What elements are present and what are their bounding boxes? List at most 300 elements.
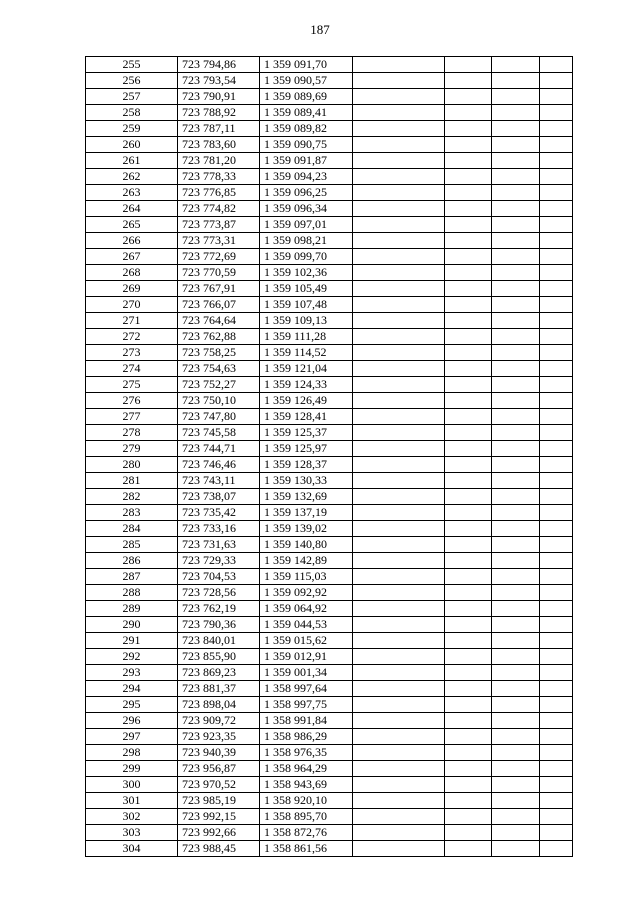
- coordinates-table: [85, 56, 573, 857]
- empty-cell: [492, 825, 540, 841]
- empty-cell: [445, 537, 492, 553]
- x-coordinate-cell: 723 992,15: [178, 809, 260, 825]
- empty-cell: [540, 281, 573, 297]
- x-coordinate-cell: 723 855,90: [178, 649, 260, 665]
- point-number-cell: 274: [86, 361, 178, 377]
- point-number-cell: 267: [86, 249, 178, 265]
- point-number-cell: 278: [86, 425, 178, 441]
- y-coordinate-cell: 1 359 139,02: [260, 521, 353, 537]
- empty-cell: [492, 473, 540, 489]
- x-coordinate-cell: 723 970,52: [178, 777, 260, 793]
- empty-cell: [445, 489, 492, 505]
- y-coordinate-cell: 1 359 105,49: [260, 281, 353, 297]
- empty-cell: [353, 361, 445, 377]
- table-row: [86, 409, 573, 425]
- table-row: [86, 521, 573, 537]
- y-coordinate-cell: 1 359 090,57: [260, 73, 353, 89]
- empty-cell: [540, 441, 573, 457]
- empty-cell: [445, 505, 492, 521]
- table-row: [86, 473, 573, 489]
- empty-cell: [353, 393, 445, 409]
- empty-cell: [492, 553, 540, 569]
- empty-cell: [353, 281, 445, 297]
- point-number-cell: 296: [86, 713, 178, 729]
- table-row: [86, 713, 573, 729]
- point-number-cell: 277: [86, 409, 178, 425]
- empty-cell: [353, 633, 445, 649]
- y-coordinate-cell: 1 359 091,70: [260, 57, 353, 73]
- empty-cell: [492, 201, 540, 217]
- table-row: [86, 729, 573, 745]
- point-number-cell: 295: [86, 697, 178, 713]
- empty-cell: [445, 201, 492, 217]
- empty-cell: [445, 249, 492, 265]
- empty-cell: [492, 361, 540, 377]
- point-number-cell: 288: [86, 585, 178, 601]
- y-coordinate-cell: 1 359 096,34: [260, 201, 353, 217]
- table-row: [86, 345, 573, 361]
- point-number-cell: 292: [86, 649, 178, 665]
- empty-cell: [540, 729, 573, 745]
- empty-cell: [540, 249, 573, 265]
- x-coordinate-cell: 723 881,37: [178, 681, 260, 697]
- empty-cell: [445, 617, 492, 633]
- table-row: [86, 585, 573, 601]
- empty-cell: [492, 281, 540, 297]
- empty-cell: [492, 505, 540, 521]
- empty-cell: [445, 377, 492, 393]
- y-coordinate-cell: 1 359 142,89: [260, 553, 353, 569]
- empty-cell: [492, 585, 540, 601]
- empty-cell: [540, 633, 573, 649]
- y-coordinate-cell: 1 359 089,69: [260, 89, 353, 105]
- x-coordinate-cell: 723 790,36: [178, 617, 260, 633]
- table-row: [86, 553, 573, 569]
- x-coordinate-cell: 723 743,11: [178, 473, 260, 489]
- empty-cell: [540, 57, 573, 73]
- table-row: [86, 281, 573, 297]
- table-row: [86, 153, 573, 169]
- y-coordinate-cell: 1 358 872,76: [260, 825, 353, 841]
- y-coordinate-cell: 1 359 125,37: [260, 425, 353, 441]
- empty-cell: [353, 473, 445, 489]
- table-row: [86, 697, 573, 713]
- empty-cell: [445, 521, 492, 537]
- x-coordinate-cell: 723 773,87: [178, 217, 260, 233]
- table-row: [86, 505, 573, 521]
- empty-cell: [445, 441, 492, 457]
- empty-cell: [540, 489, 573, 505]
- empty-cell: [540, 89, 573, 105]
- point-number-cell: 261: [86, 153, 178, 169]
- empty-cell: [540, 169, 573, 185]
- empty-cell: [445, 153, 492, 169]
- table-row: [86, 377, 573, 393]
- empty-cell: [353, 777, 445, 793]
- x-coordinate-cell: 723 778,33: [178, 169, 260, 185]
- x-coordinate-cell: 723 750,10: [178, 393, 260, 409]
- empty-cell: [492, 617, 540, 633]
- empty-cell: [353, 681, 445, 697]
- empty-cell: [353, 505, 445, 521]
- point-number-cell: 284: [86, 521, 178, 537]
- empty-cell: [540, 825, 573, 841]
- empty-cell: [445, 569, 492, 585]
- empty-cell: [540, 233, 573, 249]
- empty-cell: [540, 137, 573, 153]
- empty-cell: [540, 745, 573, 761]
- x-coordinate-cell: 723 762,19: [178, 601, 260, 617]
- empty-cell: [492, 217, 540, 233]
- empty-cell: [353, 169, 445, 185]
- empty-cell: [540, 473, 573, 489]
- empty-cell: [492, 329, 540, 345]
- y-coordinate-cell: 1 359 121,04: [260, 361, 353, 377]
- empty-cell: [353, 825, 445, 841]
- point-number-cell: 259: [86, 121, 178, 137]
- empty-cell: [492, 153, 540, 169]
- x-coordinate-cell: 723 745,58: [178, 425, 260, 441]
- empty-cell: [492, 233, 540, 249]
- y-coordinate-cell: 1 359 140,80: [260, 537, 353, 553]
- point-number-cell: 299: [86, 761, 178, 777]
- table-row: [86, 489, 573, 505]
- empty-cell: [353, 569, 445, 585]
- point-number-cell: 276: [86, 393, 178, 409]
- empty-cell: [492, 409, 540, 425]
- empty-cell: [353, 121, 445, 137]
- y-coordinate-cell: 1 359 099,70: [260, 249, 353, 265]
- empty-cell: [492, 489, 540, 505]
- x-coordinate-cell: 723 898,04: [178, 697, 260, 713]
- x-coordinate-cell: 723 747,80: [178, 409, 260, 425]
- point-number-cell: 256: [86, 73, 178, 89]
- x-coordinate-cell: 723 762,88: [178, 329, 260, 345]
- empty-cell: [353, 553, 445, 569]
- empty-cell: [492, 729, 540, 745]
- point-number-cell: 297: [86, 729, 178, 745]
- empty-cell: [492, 377, 540, 393]
- empty-cell: [492, 185, 540, 201]
- empty-cell: [540, 457, 573, 473]
- empty-cell: [445, 57, 492, 73]
- table-row: [86, 457, 573, 473]
- x-coordinate-cell: 723 909,72: [178, 713, 260, 729]
- empty-cell: [492, 441, 540, 457]
- x-coordinate-cell: 723 956,87: [178, 761, 260, 777]
- empty-cell: [492, 569, 540, 585]
- empty-cell: [445, 601, 492, 617]
- y-coordinate-cell: 1 359 102,36: [260, 265, 353, 281]
- point-number-cell: 282: [86, 489, 178, 505]
- point-number-cell: 257: [86, 89, 178, 105]
- empty-cell: [492, 713, 540, 729]
- empty-cell: [540, 649, 573, 665]
- empty-cell: [540, 393, 573, 409]
- empty-cell: [445, 393, 492, 409]
- point-number-cell: 289: [86, 601, 178, 617]
- empty-cell: [353, 521, 445, 537]
- x-coordinate-cell: 723 790,91: [178, 89, 260, 105]
- y-coordinate-cell: 1 358 976,35: [260, 745, 353, 761]
- empty-cell: [445, 217, 492, 233]
- empty-cell: [492, 777, 540, 793]
- table-row: [86, 57, 573, 73]
- empty-cell: [353, 729, 445, 745]
- point-number-cell: 286: [86, 553, 178, 569]
- x-coordinate-cell: 723 773,31: [178, 233, 260, 249]
- empty-cell: [353, 665, 445, 681]
- empty-cell: [353, 425, 445, 441]
- table-row: [86, 633, 573, 649]
- point-number-cell: 265: [86, 217, 178, 233]
- empty-cell: [492, 457, 540, 473]
- empty-cell: [540, 537, 573, 553]
- empty-cell: [540, 505, 573, 521]
- empty-cell: [492, 697, 540, 713]
- empty-cell: [492, 345, 540, 361]
- table-row: [86, 425, 573, 441]
- empty-cell: [353, 617, 445, 633]
- empty-cell: [445, 585, 492, 601]
- x-coordinate-cell: 723 985,19: [178, 793, 260, 809]
- empty-cell: [353, 153, 445, 169]
- empty-cell: [492, 665, 540, 681]
- y-coordinate-cell: 1 359 092,92: [260, 585, 353, 601]
- point-number-cell: 279: [86, 441, 178, 457]
- table-row: [86, 665, 573, 681]
- x-coordinate-cell: 723 767,91: [178, 281, 260, 297]
- point-number-cell: 275: [86, 377, 178, 393]
- empty-cell: [492, 105, 540, 121]
- empty-cell: [445, 105, 492, 121]
- y-coordinate-cell: 1 358 997,75: [260, 697, 353, 713]
- empty-cell: [492, 521, 540, 537]
- empty-cell: [492, 649, 540, 665]
- table-row: [86, 121, 573, 137]
- y-coordinate-cell: 1 359 132,69: [260, 489, 353, 505]
- point-number-cell: 285: [86, 537, 178, 553]
- empty-cell: [492, 745, 540, 761]
- point-number-cell: 263: [86, 185, 178, 201]
- empty-cell: [492, 137, 540, 153]
- x-coordinate-cell: 723 735,42: [178, 505, 260, 521]
- empty-cell: [353, 649, 445, 665]
- point-number-cell: 303: [86, 825, 178, 841]
- point-number-cell: 266: [86, 233, 178, 249]
- empty-cell: [445, 697, 492, 713]
- empty-cell: [540, 297, 573, 313]
- empty-cell: [445, 297, 492, 313]
- point-number-cell: 302: [86, 809, 178, 825]
- table-row: [86, 73, 573, 89]
- empty-cell: [445, 681, 492, 697]
- table-row: [86, 825, 573, 841]
- empty-cell: [353, 137, 445, 153]
- empty-cell: [353, 697, 445, 713]
- empty-cell: [492, 313, 540, 329]
- x-coordinate-cell: 723 794,86: [178, 57, 260, 73]
- y-coordinate-cell: 1 359 128,37: [260, 457, 353, 473]
- table-row: [86, 265, 573, 281]
- empty-cell: [353, 809, 445, 825]
- y-coordinate-cell: 1 358 861,56: [260, 841, 353, 857]
- point-number-cell: 301: [86, 793, 178, 809]
- empty-cell: [540, 569, 573, 585]
- table-row: [86, 681, 573, 697]
- x-coordinate-cell: 723 788,92: [178, 105, 260, 121]
- y-coordinate-cell: 1 359 012,91: [260, 649, 353, 665]
- empty-cell: [445, 265, 492, 281]
- table-row: [86, 105, 573, 121]
- point-number-cell: 268: [86, 265, 178, 281]
- point-number-cell: 271: [86, 313, 178, 329]
- y-coordinate-cell: 1 358 920,10: [260, 793, 353, 809]
- empty-cell: [540, 665, 573, 681]
- table-row: [86, 793, 573, 809]
- empty-cell: [353, 585, 445, 601]
- empty-cell: [353, 73, 445, 89]
- table-row: [86, 329, 573, 345]
- empty-cell: [540, 809, 573, 825]
- empty-cell: [353, 233, 445, 249]
- empty-cell: [540, 73, 573, 89]
- empty-cell: [492, 841, 540, 857]
- empty-cell: [492, 265, 540, 281]
- point-number-cell: 298: [86, 745, 178, 761]
- empty-cell: [445, 329, 492, 345]
- table-row: [86, 761, 573, 777]
- x-coordinate-cell: 723 704,53: [178, 569, 260, 585]
- empty-cell: [353, 457, 445, 473]
- empty-cell: [540, 377, 573, 393]
- y-coordinate-cell: 1 359 130,33: [260, 473, 353, 489]
- empty-cell: [540, 121, 573, 137]
- table-row: [86, 393, 573, 409]
- x-coordinate-cell: 723 733,16: [178, 521, 260, 537]
- empty-cell: [540, 153, 573, 169]
- table-row: [86, 537, 573, 553]
- point-number-cell: 290: [86, 617, 178, 633]
- point-number-cell: 264: [86, 201, 178, 217]
- empty-cell: [445, 185, 492, 201]
- empty-cell: [540, 617, 573, 633]
- y-coordinate-cell: 1 359 090,75: [260, 137, 353, 153]
- table-row: [86, 137, 573, 153]
- x-coordinate-cell: 723 783,60: [178, 137, 260, 153]
- x-coordinate-cell: 723 793,54: [178, 73, 260, 89]
- table-row: [86, 313, 573, 329]
- y-coordinate-cell: 1 359 089,41: [260, 105, 353, 121]
- y-coordinate-cell: 1 359 097,01: [260, 217, 353, 233]
- empty-cell: [540, 329, 573, 345]
- point-number-cell: 258: [86, 105, 178, 121]
- empty-cell: [540, 713, 573, 729]
- x-coordinate-cell: 723 940,39: [178, 745, 260, 761]
- table-row: [86, 249, 573, 265]
- x-coordinate-cell: 723 923,35: [178, 729, 260, 745]
- table-row: [86, 169, 573, 185]
- empty-cell: [540, 841, 573, 857]
- point-number-cell: 260: [86, 137, 178, 153]
- table-row: [86, 777, 573, 793]
- empty-cell: [540, 185, 573, 201]
- y-coordinate-cell: 1 359 094,23: [260, 169, 353, 185]
- point-number-cell: 304: [86, 841, 178, 857]
- empty-cell: [540, 425, 573, 441]
- x-coordinate-cell: 723 738,07: [178, 489, 260, 505]
- x-coordinate-cell: 723 764,64: [178, 313, 260, 329]
- empty-cell: [540, 345, 573, 361]
- empty-cell: [540, 793, 573, 809]
- point-number-cell: 273: [86, 345, 178, 361]
- empty-cell: [445, 73, 492, 89]
- y-coordinate-cell: 1 359 015,62: [260, 633, 353, 649]
- table-row: [86, 185, 573, 201]
- table-row: [86, 601, 573, 617]
- y-coordinate-cell: 1 359 096,25: [260, 185, 353, 201]
- empty-cell: [353, 297, 445, 313]
- empty-cell: [492, 121, 540, 137]
- empty-cell: [445, 761, 492, 777]
- x-coordinate-cell: 723 776,85: [178, 185, 260, 201]
- empty-cell: [353, 313, 445, 329]
- x-coordinate-cell: 723 781,20: [178, 153, 260, 169]
- empty-cell: [540, 265, 573, 281]
- empty-cell: [353, 89, 445, 105]
- point-number-cell: 293: [86, 665, 178, 681]
- x-coordinate-cell: 723 744,71: [178, 441, 260, 457]
- x-coordinate-cell: 723 770,59: [178, 265, 260, 281]
- empty-cell: [540, 697, 573, 713]
- point-number-cell: 269: [86, 281, 178, 297]
- x-coordinate-cell: 723 746,46: [178, 457, 260, 473]
- empty-cell: [445, 713, 492, 729]
- x-coordinate-cell: 723 774,82: [178, 201, 260, 217]
- empty-cell: [353, 185, 445, 201]
- empty-cell: [540, 217, 573, 233]
- empty-cell: [353, 345, 445, 361]
- empty-cell: [445, 649, 492, 665]
- y-coordinate-cell: 1 359 091,87: [260, 153, 353, 169]
- empty-cell: [445, 313, 492, 329]
- empty-cell: [540, 521, 573, 537]
- empty-cell: [445, 281, 492, 297]
- empty-cell: [445, 233, 492, 249]
- empty-cell: [353, 409, 445, 425]
- y-coordinate-cell: 1 359 111,28: [260, 329, 353, 345]
- empty-cell: [492, 793, 540, 809]
- x-coordinate-cell: 723 752,27: [178, 377, 260, 393]
- empty-cell: [353, 761, 445, 777]
- empty-cell: [540, 361, 573, 377]
- y-coordinate-cell: 1 358 986,29: [260, 729, 353, 745]
- empty-cell: [353, 57, 445, 73]
- table-row: [86, 617, 573, 633]
- point-number-cell: 283: [86, 505, 178, 521]
- empty-cell: [492, 57, 540, 73]
- empty-cell: [445, 169, 492, 185]
- y-coordinate-cell: 1 359 128,41: [260, 409, 353, 425]
- y-coordinate-cell: 1 359 001,34: [260, 665, 353, 681]
- point-number-cell: 255: [86, 57, 178, 73]
- point-number-cell: 270: [86, 297, 178, 313]
- empty-cell: [445, 137, 492, 153]
- y-coordinate-cell: 1 359 114,52: [260, 345, 353, 361]
- empty-cell: [492, 89, 540, 105]
- y-coordinate-cell: 1 358 964,29: [260, 761, 353, 777]
- empty-cell: [353, 265, 445, 281]
